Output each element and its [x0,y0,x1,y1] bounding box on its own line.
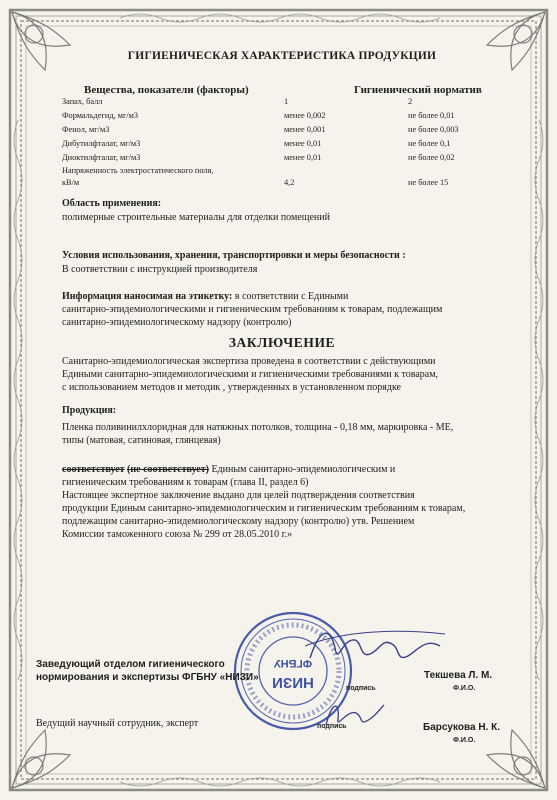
document-page: ГИГИЕНИЧЕСКАЯ ХАРАКТЕРИСТИКА ПРОДУКЦИИ Вещества, показатели (факторы) Гигиенический норматив Запах, балл 1 2 Формальдегид, мг/м3 менее 0,002 не более 0,01 Фенол, мг/м3 менее 0,001 не более 0,003 Дибутилфталат, мг/м3 менее 0,01 не более 0,1 Диоктилфталат, мг/м3 менее 0,01 не более 0,02 Напряженность электростатического поля, кВ/м 4,2 не более 15 Область применения: полимерные строительные материалы для отделки помещений Условия использования, хранения, транспортировки и меры безопасности : В соответствии с инструкцией производителя Информация наносимая на этикетку: в соответствии с Едиными санитарно-эпидемиологическими и гигиеническим требованиям к товарам, подлежащим санитарно-эпидемиологическому надзору (контролю) ЗАКЛЮЧЕНИЕ Санитарно-эпидемиологическая экспертиза проведена в соответствии с действующими Едиными санитарно-эпидемиологическими и гигиеническими требованиями к товарам, с использованием методов и методик , утвержденных в установленном порядке Продукция: Пленка поливинилхлоридная для натяжных потолков, толщина - 0,18 мм, маркировка - МЕ, типы (матовая, сатиновая, глянцевая) соответствует (не соответствует) Единым санитарно-эпидемиологическим и гигиеническим требованиям к товарам (глава II, раздел 6) Настоящее экспертное заключение выдано для целей подтверждения соответствия продукции Единым санитарно-эпидемиологическим и гигиеническим требованиям к товарам, подлежащим санитарно-эпидемиологическому надзору (контролю) утв. Решением Комиссии таможенного союза № 299 от 28.05.2010 г.» НИЗИ ФГБНУ Заведующий отделом гигиенического нормирования и экспертизы ФГБНУ «НИЗИ» подпись Текшева Л. М. Ф.И.О. Ведущий научный сотрудник, эксперт подпись Барсукова Н. К. Ф.И.О. [0,0,557,800]
conditions-title: Условия использования, хранения, транспортировки и меры безопасности : [62,250,406,261]
conclusion-title: ЗАКЛЮЧЕНИЕ [228,335,336,350]
conditions-text: В соответствии с инструкцией производителя [62,264,258,275]
signatory-1-label: подпись [346,685,376,692]
product-line-2: типы (матовая, сатиновая, глянцевая) [62,435,221,446]
stamp-title: НИЗИ [272,674,314,691]
column-header-norm: Гигиенический норматив [354,84,482,96]
final-line-3: подлежащим санитарно-эпидемиологическому надзору (контролю) утв. Решением [62,516,415,527]
final-line-4: Комиссии таможенного союза № 299 от 28.05.2010 г.» [62,529,293,540]
final-line-1: Настоящее экспертное заключение выдано для целей подтверждения соответствия [62,490,415,501]
product-title: Продукция: [62,405,117,416]
signatory-2-fio: Ф.И.О. [453,737,476,744]
signatory-2-label: подпись [317,723,347,730]
product-line-1: Пленка поливинилхлоридная для натяжных потолков, толщина - 0,18 мм, маркировка - МЕ, [62,422,454,433]
conclusion-line-2: Едиными санитарно-эпидемиологическими и гигиеническими требованиями к товарам, [62,369,439,380]
compliance-line-2: гигиеническим требованиям к товарам (глава II, раздел 6) [62,477,309,488]
label-info-line-2: санитарно-эпидемиологическими и гигиеническим требованиям к товарам, подлежащим [62,304,443,315]
label-info: Информация наносимая на этикетку: в соответствии с Едиными [62,291,349,302]
conclusion-line-1: Санитарно-эпидемиологическая экспертиза проведена в соответствии с действующими [62,356,436,367]
compliance-line: соответствует (не соответствует) Единым санитарно-эпидемиологическим и [62,464,396,475]
scope-title: Область применения: [62,198,162,209]
signatory-1-fio: Ф.И.О. [453,685,476,692]
signatory-1-position: Заведующий отделом гигиенического нормирования и экспертизы ФГБНУ «НИЗИ» [36,659,259,683]
signatory-2-position: Ведущий научный сотрудник, эксперт [36,718,199,729]
signatory-2-name: Барсукова Н. К. [423,722,500,733]
stamp-subtitle: ФГБНУ [273,657,313,669]
final-line-2: продукции Единым санитарно-эпидемиологическим и гигиеническим требованиям к товарам, [62,503,466,514]
column-header-substances: Вещества, показатели (факторы) [84,84,249,96]
signatory-1-name: Текшева Л. М. [424,670,493,681]
conclusion-line-3: с использованием методов и методик , утвержденных в установленном порядке [62,382,401,393]
scope-text: полимерные строительные материалы для отделки помещений [62,212,330,223]
document-title: ГИГИЕНИЧЕСКАЯ ХАРАКТЕРИСТИКА ПРОДУКЦИИ [127,50,437,62]
label-info-line-3: санитарно-эпидемиологическому надзору (контролю) [62,317,292,328]
